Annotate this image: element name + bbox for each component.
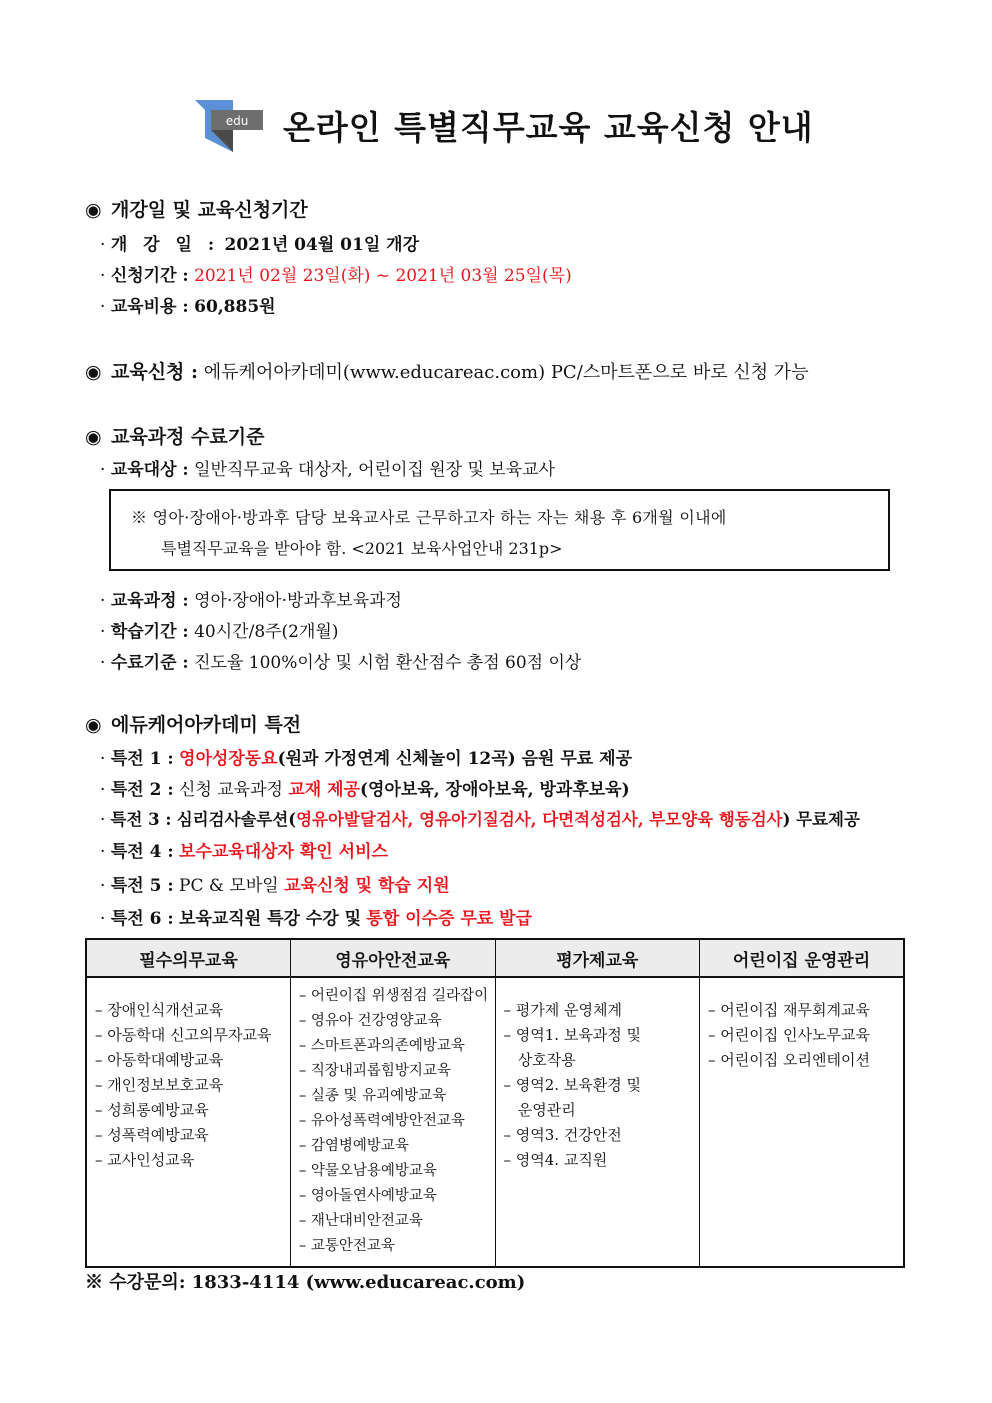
list-item: – 개인정보보호교육	[95, 1076, 224, 1094]
logo-text: edu	[225, 114, 249, 128]
column-header: 영유아안전교육	[291, 939, 496, 977]
page-title: 온라인 특별직무교육 교육신청 안내	[283, 108, 814, 147]
list-item: – 어린이집 오리엔테이션	[708, 1051, 870, 1069]
row-label: 교육대상 :	[110, 460, 189, 480]
row-label: 학습기간 :	[110, 622, 189, 642]
list-item: – 아동학대 신고의무자교육	[95, 1026, 272, 1044]
list-item: – 영역3. 건강안전	[503, 1126, 622, 1144]
row-value: 2021년 04월 01일 개강	[224, 235, 420, 255]
application-period-row: · 신청기간 : 2021년 02월 23일(화) ~ 2021년 03월 25일(목)	[100, 266, 572, 286]
benefit-6: · 특전 6 : 보육교직원 특강 수강 및 통합 이수증 무료 발급	[100, 909, 532, 929]
row-label: 개 강 일 :	[110, 235, 220, 255]
opening-date-row: · 개 강 일 : 2021년 04월 01일 개강	[100, 235, 420, 255]
benefit-4: · 특전 4 : 보수교육대상자 확인 서비스	[100, 842, 388, 862]
table-cell	[291, 977, 496, 1267]
bullet-mark-icon: ◉	[85, 426, 102, 448]
column-header: 필수의무교육	[86, 939, 291, 977]
table-cell	[495, 977, 700, 1267]
contact-footer: ※ 수강문의: 1833-4114 (www.educareac.com)	[85, 1272, 526, 1293]
list-item: – 영유아 건강영양교육	[299, 1013, 442, 1029]
row-label: 교육과정 :	[110, 591, 189, 611]
row-value: 일반직무교육 대상자, 어린이집 원장 및 보육교사	[194, 460, 555, 480]
list-item: – 성폭력예방교육	[95, 1126, 209, 1144]
benefit-5: · 특전 5 : PC & 모바일 교육신청 및 학습 지원	[100, 876, 450, 896]
notice-line: ※ 영아·장애아·방과후 담당 보육교사로 근무하고자 하는 자는 채용 후 6개월 이내에	[131, 508, 727, 527]
study-period-row: · 학습기간 : 40시간/8주(2개월)	[100, 622, 339, 642]
bullet-mark-icon: ◉	[85, 361, 102, 383]
row-label: 교육비용 :	[110, 297, 189, 317]
target-row: · 교육대상 : 일반직무교육 대상자, 어린이집 원장 및 보육교사	[100, 460, 555, 480]
section-title: 교육신청 :	[111, 361, 199, 383]
list-item: – 평가제 운영체계	[503, 1001, 622, 1019]
bullet-mark-icon: ◉	[85, 714, 102, 736]
apply-text: 에듀케어아카데미(www.educareac.com) PC/스마트폰으로 바로 신청 가능	[203, 362, 809, 383]
document-header	[193, 96, 833, 156]
list-item: – 영아돌연사예방교육	[299, 1188, 437, 1204]
notice-line: 특별직무교육을 받아야 함. <2021 보육사업안내 231p>	[161, 539, 563, 558]
section-title: 에듀케어아카데미 특전	[111, 714, 302, 736]
benefit-1: · 특전 1 : 영아성장동요(원과 가정연계 신체놀이 12곡) 음원 무료 제공	[100, 749, 632, 769]
list-item: – 감염병예방교육	[299, 1138, 409, 1154]
list-item: 상호작용	[503, 1051, 576, 1069]
completion-row: · 수료기준 : 진도율 100%이상 및 시험 환산점수 총점 60점 이상	[100, 653, 582, 673]
list-item: – 어린이집 위생점검 길라잡이	[299, 988, 489, 1004]
list-item: – 어린이집 재무회계교육	[708, 1001, 870, 1019]
section-title: 교육과정 수료기준	[111, 426, 265, 448]
list-item: – 영역2. 보육환경 및	[503, 1076, 642, 1094]
section-title: 개강일 및 교육신청기간	[111, 199, 308, 221]
list-item: – 성희롱예방교육	[95, 1101, 209, 1119]
list-item: 운영관리	[503, 1101, 576, 1119]
column-header: 평가제교육	[495, 939, 700, 977]
fee-row: · 교육비용 : 60,885원	[100, 297, 276, 317]
row-value: 60,885원	[194, 297, 276, 317]
column-header: 어린이집 운영관리	[700, 939, 905, 977]
list-item: – 유아성폭력예방안전교육	[299, 1113, 465, 1129]
benefit-2: · 특전 2 : 신청 교육과정 교재 제공(영아보육, 장애아보육, 방과후보육)	[100, 780, 630, 800]
row-value: 40시간/8주(2개월)	[194, 622, 339, 642]
list-item: – 약물오남용예방교육	[299, 1163, 437, 1179]
course-row: · 교육과정 : 영아·장애아·방과후보육과정	[100, 591, 402, 611]
list-item: – 교사인성교육	[95, 1151, 195, 1169]
list-item: – 스마트폰과의존예방교육	[299, 1038, 465, 1054]
table-cell	[86, 977, 291, 1267]
edu-logo-icon	[193, 98, 265, 152]
row-label: 신청기간 :	[110, 266, 189, 286]
row-value: 2021년 02월 23일(화) ~ 2021년 03월 25일(목)	[194, 266, 572, 286]
bullet-mark-icon: ◉	[85, 199, 102, 221]
list-item: – 실종 및 유괴예방교육	[299, 1088, 447, 1104]
benefit-3: · 특전 3 : 심리검사솔루션(영유아발달검사, 영유아기질검사, 다면적성검사, 부모양육 행동검사) 무료제공	[100, 810, 860, 829]
table-cell	[700, 977, 905, 1267]
list-item: – 아동학대예방교육	[95, 1051, 224, 1069]
list-item: – 장애인식개선교육	[95, 1001, 224, 1019]
list-item: – 영역1. 보육과정 및	[503, 1026, 642, 1044]
list-item: – 어린이집 인사노무교육	[708, 1026, 870, 1044]
course-table	[85, 938, 905, 1268]
table-row	[86, 977, 904, 1267]
section-criteria-heading	[85, 422, 264, 449]
row-value: 영아·장애아·방과후보육과정	[194, 591, 402, 611]
row-value: 진도율 100%이상 및 시험 환산점수 총점 60점 이상	[194, 653, 582, 673]
notice-box	[109, 489, 890, 571]
section-apply	[85, 357, 809, 384]
list-item: – 직장내괴롭힘방지교육	[299, 1063, 451, 1079]
section-benefits-heading	[85, 710, 301, 737]
section-period-heading	[85, 195, 308, 222]
list-item: – 교통안전교육	[299, 1238, 395, 1254]
list-item: – 영역4. 교직원	[503, 1151, 608, 1169]
table-header-row	[86, 939, 904, 977]
row-label: 수료기준 :	[110, 653, 189, 673]
list-item: – 재난대비안전교육	[299, 1213, 423, 1229]
